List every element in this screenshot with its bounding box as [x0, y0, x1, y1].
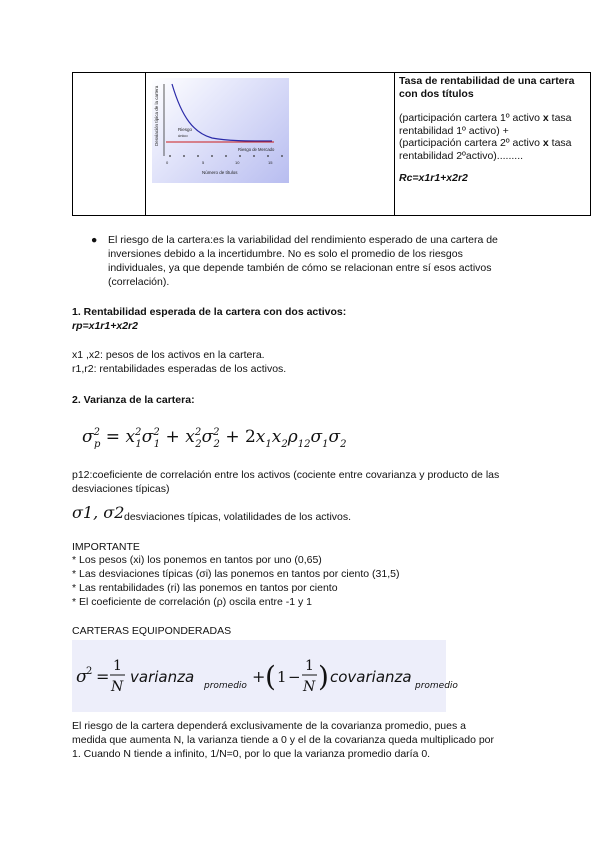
bullet-dot: ●: [91, 234, 98, 246]
chart-tick: [225, 155, 227, 157]
chart-tick: [281, 155, 283, 157]
svg-text:σ: σ: [76, 667, 88, 687]
section1-heading: 1. Rentabilidad esperada de la cartera con dos activos:: [72, 306, 347, 318]
section1-weights: x1 ,x2: pesos de los activos en la cartera.: [72, 349, 265, 361]
chart-x-tick: 15: [268, 160, 273, 165]
p12-line2: desviaciones típicas): [72, 483, 170, 495]
chart-tick: [197, 155, 199, 157]
chart-tick: [183, 155, 185, 157]
svg-text:=: =: [96, 667, 110, 686]
important-item: * Las rentabilidades (ri) las ponemos en tantos por ciento: [72, 582, 338, 594]
chart-tick: [169, 155, 171, 157]
equi-line: El riesgo de la cartera dependerá exclusivamente de la covarianza promedio, pues a: [72, 720, 466, 732]
section1-returns: r1,r2: rentabilidades esperadas de los activos.: [72, 363, 287, 375]
svg-text:N: N: [111, 679, 124, 695]
chart-x-tick: 5: [202, 160, 205, 165]
variance-formula: [82, 420, 362, 457]
chart-label-market: Riesgo de Mercado: [238, 147, 275, 152]
section2-heading: 2. Varianza de la cartera:: [72, 394, 195, 406]
chart-x-label: Número de títulos: [202, 170, 238, 175]
svg-text:covarianza: covarianza: [330, 668, 412, 686]
chart-tick: [239, 155, 241, 157]
svg-text:−: −: [288, 668, 301, 686]
chart-tick: [267, 155, 269, 157]
equi-title: CARTERAS EQUIPONDERADAS: [72, 625, 232, 637]
section1-formula: rp=x1r1+x2r2: [72, 320, 138, 332]
svg-text:2: 2: [86, 666, 93, 677]
svg-text:(: (: [265, 660, 276, 693]
svg-text:N: N: [303, 679, 316, 695]
table-body: (participación cartera 1º activo x tasa rentabilidad 1º activo) + (participación cartera 2º activo x tasa rentabilidad 2ºactivo).........: [399, 112, 572, 162]
important-item: * Las desviaciones típicas (σi) las ponemos en tantos por ciento (31,5): [72, 568, 400, 580]
equi-line: 1. Cuando N tiende a infinito, 1/N=0, por lo que la varianza promedio daría 0.: [72, 748, 431, 760]
chart-x-tick: 10: [235, 160, 240, 165]
chart-tick: [211, 155, 213, 157]
table-right-cell: [399, 75, 587, 185]
chart-tick: [253, 155, 255, 157]
svg-text:promedio: promedio: [204, 681, 247, 691]
svg-text:): ): [318, 660, 329, 693]
chart-x-tick: 0: [166, 160, 169, 165]
diversification-chart: [152, 78, 289, 183]
sigma-description: desviaciones típicas, volatilidades de los activos.: [124, 511, 352, 523]
equi-line: medida que aumenta N, la varianza tiende a 0 y el de la covarianza queda multiplicado por: [72, 734, 495, 746]
table-column-divider: [145, 72, 146, 216]
chart-label-total: Riesgo: [178, 127, 193, 132]
svg-text:1: 1: [277, 668, 287, 686]
table-formula: Rc=x1r1+x2r2: [399, 172, 468, 184]
svg-text:+: +: [252, 667, 266, 686]
chart-label-total-2: único: [178, 133, 188, 138]
risk-bullet: ● El riesgo de la cartera:es la variabilidad del rendimiento esperado de una cartera de inversiones debido a la incertidumbre. No es solo el promedio de los riesgos individuales, ya que depende también de cómo se relacionan entre sí esos activos (correlación).: [91, 234, 498, 288]
svg-text:σ2p = x21σ21 + x22σ22 + 2x1x2ρ: $\sigma^2$ $p = x^2$ $1\sigma^2$ $1 + x^2$ $2\sigma^2$ $2 + 2x_1x_2\rho_{12}\sigma_1\sigma_2$: [82, 427, 347, 450]
svg-text:promedio: promedio: [415, 681, 458, 691]
equi-formula: [72, 640, 458, 712]
p12-line1: p12:coeficiente de correlación entre los activos (cociente entre covarianza y producto de las: [72, 469, 500, 481]
important-item: * El coeficiente de correlación (ρ) oscila entre -1 y 1: [72, 596, 312, 608]
table-title: Tasa de rentabilidad de una cartera con dos títulos: [399, 75, 575, 100]
chart-y-label: Desviación típica de la cartera: [154, 85, 159, 146]
svg-text:1: 1: [113, 658, 122, 674]
svg-text:varianza: varianza: [130, 668, 195, 686]
important-title: IMPORTANTE: [72, 541, 140, 553]
sigma-symbols: σ1, σ2: [72, 503, 125, 522]
table-column-divider: [394, 72, 395, 216]
important-item: * Los pesos (xi) los ponemos en tantos por uno (0,65): [72, 554, 322, 566]
svg-text:1: 1: [305, 658, 314, 674]
